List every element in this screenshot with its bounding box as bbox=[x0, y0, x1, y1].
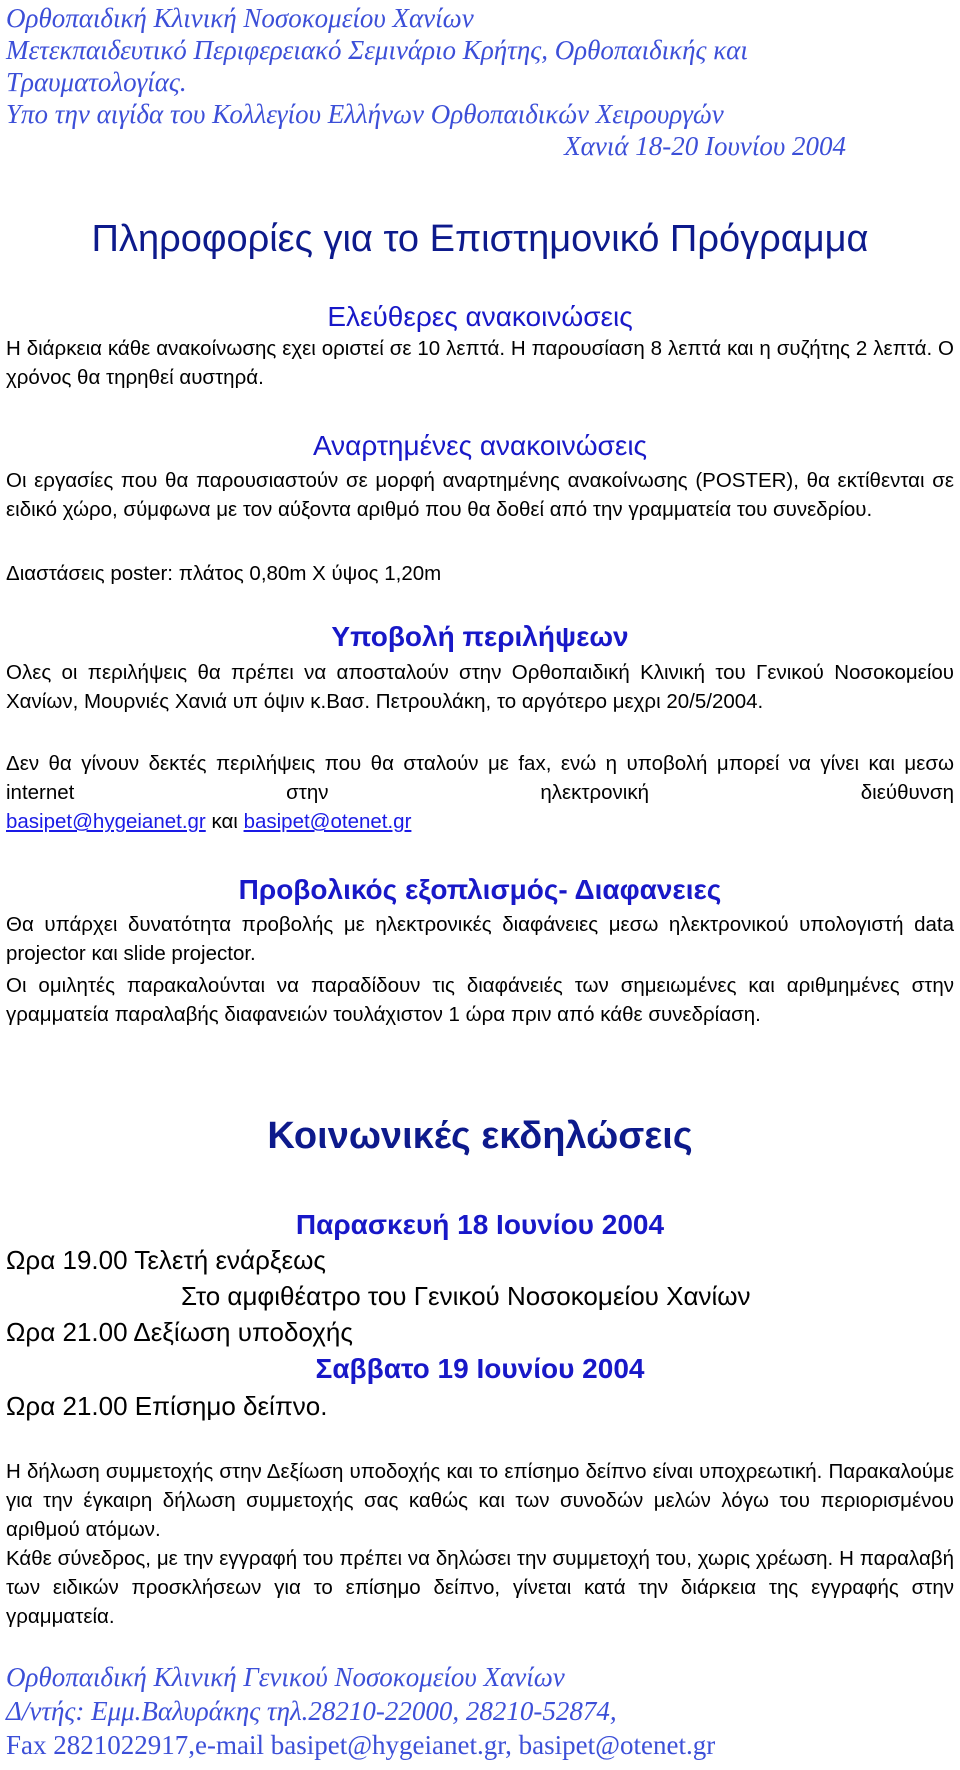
social-note-1: Η δήλωση συμμετοχής στην Δεξίωση υποδοχής και το επίσημο δείπνο είναι υποχρεωτική. Παρακαλούμε για την έγκαιρη δήλωση συμμετοχής σας καθώς και των συνοδών μελών λόγω του περιορισμένου αριθμού ατόμων. bbox=[6, 1460, 954, 1541]
email-link-hygeianet[interactable]: basipet@hygeianet.gr bbox=[6, 810, 206, 833]
footer-line-3: Fax 2821022917,e-mail basipet@hygeianet.gr, basipet@otenet.gr bbox=[6, 1730, 716, 1760]
event-opening-place: Στο αμφιθέατρο του Γενικού Νοσοκομείου Χανίων bbox=[181, 1281, 751, 1311]
day-2-heading: Σαββατο 19 Ιουνίου 2004 bbox=[315, 1353, 645, 1384]
header-line-3: Τραυματολογίας. bbox=[6, 67, 187, 97]
abstracts-text-2: Δεν θα γίνουν δεκτές περιλήψεις που θα σταλούν με fax, ενώ η υποβολή μπορεί να γίνει και μεσω internet στην ηλεκτρονική διεύθυνση bbox=[6, 752, 954, 804]
social-events-title: Κοινωνικές εκδηλώσεις bbox=[267, 1115, 693, 1157]
posters-dimensions: Διαστάσεις poster: πλάτος 0,80m Χ ύψος 1,20m bbox=[6, 562, 442, 585]
footer bbox=[6, 1660, 954, 1762]
header-line-2: Μετεκπαιδευτικό Περιφερειακό Σεμινάριο Κρήτης, Ορθοπαιδικής και bbox=[6, 35, 748, 65]
header-line-4: Υπο την αιγίδα του Κολλεγίου Ελλήνων Ορθοπαιδικών Χειρουργών bbox=[6, 99, 724, 129]
event-welcome-reception: Ωρα 21.00 Δεξίωση υποδοχής bbox=[6, 1317, 353, 1347]
event-official-dinner: Ωρα 21.00 Επίσημο δείπνο. bbox=[6, 1391, 328, 1421]
and-word: και bbox=[211, 810, 238, 833]
free-talks-heading: Ελεύθερες ανακοινώσεις bbox=[327, 301, 633, 332]
projection-text-2: Οι ομιλητές παρακαλούνται να παραδίδουν τις διαφάνειές των σημειωμένες και αριθμημένες στην γραμματεία παραλαβής διαφανειών τουλάχιστον 1 ώρα πριν από κάθε συνεδρίαση. bbox=[6, 974, 954, 1026]
abstracts-heading: Υποβολή περιλήψεων bbox=[331, 621, 629, 652]
free-talks-text: Η διάρκεια κάθε ανακοίνωσης εχει οριστεί σε 10 λεπτά. Η παρουσίαση 8 λεπτά και η συζήτης 2 λεπτά. Ο χρόνος θα τηρηθεί αυστηρά. bbox=[6, 337, 954, 389]
day-1-events bbox=[6, 1242, 954, 1350]
projection-text-1: Θα υπάρχει δυνατότητα προβολής με ηλεκτρονικές διαφάνειες μεσω ηλεκτρονικού υπολογιστή data projector και slide projector. bbox=[6, 913, 954, 965]
social-note-2: Κάθε σύνεδρος, με την εγγραφή του πρέπει να δηλώσει την συμμετοχή του, χωρις χρέωση. Η παραλαβή των ειδικών προσκλήσεων για το επίσημο δείπνο, γίνεται κατά την διάρκεια της εγγραφής στην γραμματεία. bbox=[6, 1547, 954, 1628]
posters-text: Οι εργασίες που θα παρουσιαστούν σε μορφή αναρτημένης ανακοίνωσης (POSTER), θα εκτίθενται σε ειδικό χώρο, σύμφωνα με τον αύξοντα αριθμό που θα δοθεί από την γραμματεία του συνεδρίου. bbox=[6, 469, 954, 521]
email-link-otenet[interactable]: basipet@otenet.gr bbox=[243, 810, 412, 833]
header-line-1: Ορθοπαιδική Κλινική Νοσοκομείου Χανίων bbox=[6, 3, 474, 33]
footer-line-2: Δ/ντής: Εμμ.Βαλυράκης τηλ.28210-22000, 28210-52874, bbox=[6, 1696, 617, 1726]
day-1-heading: Παρασκευή 18 Ιουνίου 2004 bbox=[295, 1209, 665, 1240]
event-opening-ceremony: Ωρα 19.00 Τελετή ενάρξεως bbox=[6, 1245, 326, 1275]
header bbox=[6, 2, 954, 162]
posters-heading: Αναρτημένες ανακοινώσεις bbox=[312, 430, 648, 461]
abstracts-emails bbox=[6, 807, 954, 836]
page-title: Πληροφορίες για το Επιστημονικό Πρόγραμμα bbox=[91, 218, 869, 260]
abstracts-text-1: Ολες οι περιλήψεις θα πρέπει να αποσταλούν στην Ορθοπαιδική Κλινική του Γενικού Νοσοκομείου Χανίων, Μουρνιές Χανιά υπ όψιν κ.Βασ. Πετρουλάκη, το αργότερο μεχρι 20/5/2004. bbox=[6, 661, 954, 713]
header-date: Χανιά 18-20 Ιουνίου 2004 bbox=[564, 131, 846, 161]
footer-line-1: Ορθοπαιδική Κλινική Γενικού Νοσοκομείου Χανίων bbox=[6, 1662, 565, 1692]
projection-heading: Προβολικός εξοπλισμός- Διαφανειες bbox=[238, 874, 722, 905]
